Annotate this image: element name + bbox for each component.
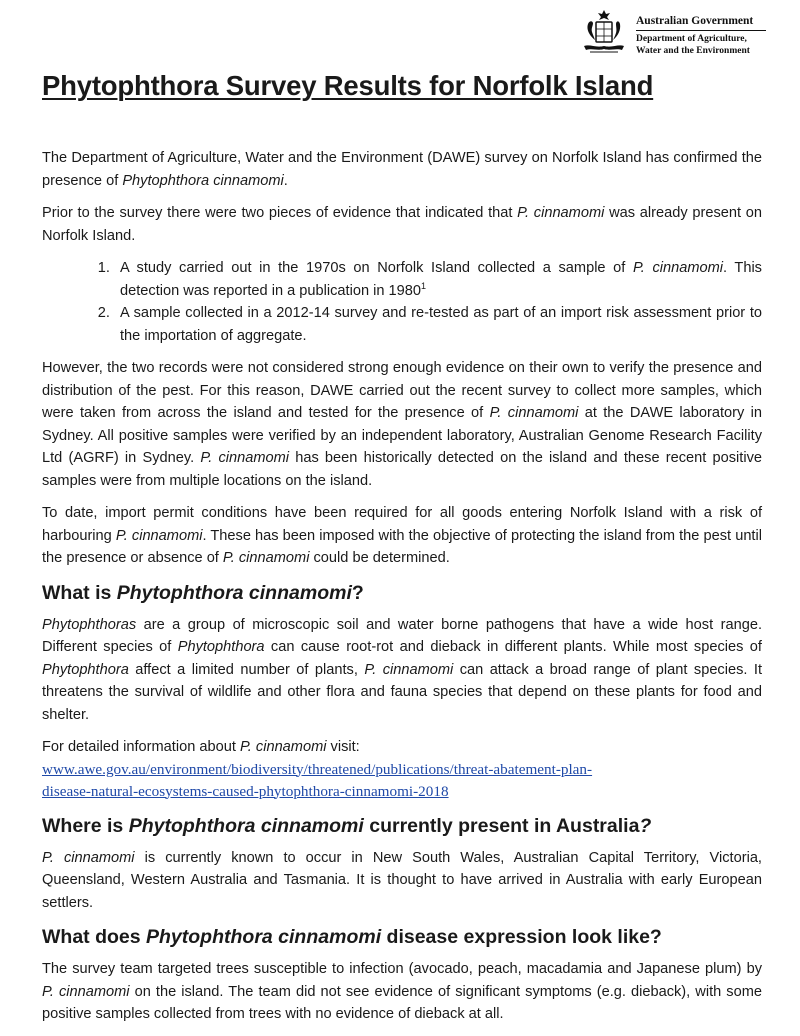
evidence-list [42, 257, 762, 347]
heading-what-is: What is Phytophthora cinnamomi? [42, 581, 364, 604]
intro-paragraph-1: The Department of Agriculture, Water and the Environment (DAWE) survey on Norfolk Island has confirmed the presence of Phytophthora cinnamomi. [42, 150, 762, 189]
disease-expression-paragraph: The survey team targeted trees susceptible to infection (avocado, peach, macadamia and Japanese plum) by P. cinnamomi on the island. The team did not see evidence of significant symptoms (e.g. dieback), with some positive samples collected from trees with no evidence of dieback at all. [42, 961, 762, 1022]
document-body [42, 147, 762, 1036]
detailed-info-lead: For detailed information about P. cinnamomi visit: [42, 739, 360, 755]
where-is-paragraph: P. cinnamomi is currently known to occur in New South Wales, Australian Capital Territory, Victoria, Queensland, Western Australia and Tasmania. It is thought to have arrived in Australia with early European settlers. [42, 849, 762, 911]
what-is-paragraph: Phytophthoras are a group of microscopic soil and water borne pathogens that have a wide host range. Different species of Phytophthora can cause root-rot and dieback in different plants. While most species of Phytophthora affect a limited number of plants, P. cinnamomi can attack a broad range of plant species. It threatens the survival of wildlife and other flora and fauna species that depend on these plants for food and shelter. [42, 616, 763, 723]
footnote-ref: 1 [421, 280, 427, 291]
evidence-item-1: 1. A study carried out in the 1970s on Norfolk Island collected a sample of P. cinnamomi. This detection was reported in a publication in 1980$^1$ [114, 257, 762, 302]
coat-of-arms-icon [576, 8, 632, 60]
heading-disease-expression: What does Phytophthora cinnamomi disease expression look like? [42, 926, 662, 948]
threat-abatement-plan-link[interactable]: www.awe.gov.au/environment/biodiversity/threatened/publications/threat-abatement-plan- disease-natural-ecosystems-caused-phytophthora-cinnamomi-2018 [42, 760, 593, 800]
australian-government-logo [576, 8, 766, 64]
heading-where-is: Where is Phytophthora cinnamomi currently present in Australia? [42, 814, 652, 837]
however-paragraph: However, the two records were not considered strong enough evidence on their own to verify the presence and distribution of the pest. For this reason, DAWE carried out the recent survey to collect more samples, which were taken from across the island and tested for the presence of P. cinnamomi at the DAWE laboratory in Sydney. All positive samples were verified by an independent laboratory, Australian Genome Research Facility Ltd (AGRF) in Sydney. P. cinnamomi has been historically detected on the island and these recent positive samples were from multiple locations on the island. [42, 360, 763, 489]
evidence-item-2: 2. A sample collected in a 2012-14 survey and re-tested as part of an import risk assessment prior to the importation of aggregate. [114, 302, 762, 347]
government-name: Australian Government [636, 15, 754, 27]
logo-divider [636, 30, 766, 31]
department-name-line2: Water and the Environment [636, 45, 750, 56]
page-title: Phytophthora Survey Results for Norfolk Island [42, 70, 654, 101]
department-name-line1: Department of Agriculture, [636, 34, 747, 44]
to-date-paragraph: To date, import permit conditions have been required for all goods entering Norfolk Island with a risk of harbouring P. cinnamomi. These has been imposed with the objective of protecting the island from the pest until the presence or absence of P. cinnamomi could be determined. [42, 505, 762, 566]
intro-paragraph-2: Prior to the survey there were two pieces of evidence that indicated that P. cinnamomi was already present on Norfolk Island. [42, 205, 762, 244]
